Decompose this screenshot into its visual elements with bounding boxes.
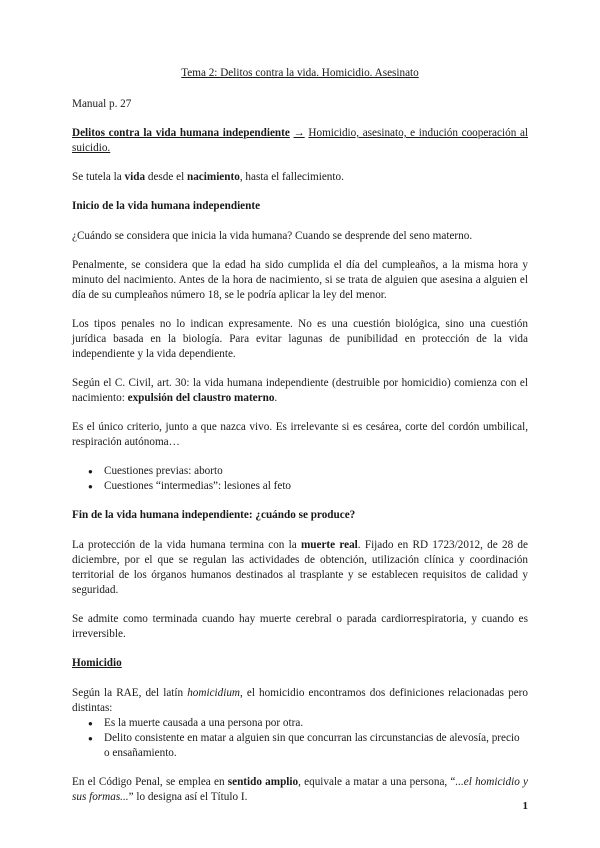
tutela-text-3: , hasta el fallecimiento.	[239, 171, 344, 183]
civil-bold: expulsión del claustro materno	[127, 392, 275, 404]
codigo-bold: sentido amplio	[227, 776, 299, 788]
intro-paragraph	[72, 126, 528, 156]
proteccion-text-1: La protección de la vida humana termina con la	[72, 539, 301, 551]
document-page	[72, 66, 528, 819]
codigo-italic: ...el homicidio y sus formas...	[72, 776, 529, 803]
codigo-paragraph	[72, 775, 528, 805]
codigo-text-2: , equivale a matar a una persona, “	[298, 776, 456, 788]
civil-text: Según el C. Civil, art. 30: la vida humana independiente (destruible por homicidio) comienza con el nacimiento:	[72, 377, 528, 404]
rae-italic: homicidium	[187, 687, 241, 699]
codigo-text-1: En el Código Penal, se emplea en	[72, 776, 228, 788]
question-paragraph: ¿Cuándo se considera que inicia la vida humana? Cuando se desprende del seno materno.	[72, 230, 473, 242]
rae-text-1: Según la RAE, del latín	[72, 687, 188, 699]
tutela-text-1: Se tutela la	[72, 171, 125, 183]
codigo-text-3: ” lo designa así el Título I.	[128, 791, 248, 803]
section-heading-homicidio: Homicidio	[72, 657, 122, 669]
list-item: ● Es la muerte causada a una persona por otra.	[72, 716, 528, 731]
proteccion-bold: muerte real	[300, 539, 358, 551]
section-heading-fin: Fin de la vida humana independiente: ¿cuándo se produce?	[72, 509, 356, 521]
tutela-bold-nacimiento: nacimiento	[186, 171, 240, 183]
list-item: ● Cuestiones previas: aborto	[72, 464, 528, 479]
tipos-paragraph: Los tipos penales no lo indican expresamente. No es una cuestión biológica, sino una cuestión jurídica basada en la biología. Para evitar lagunas de punibilidad en protección de la vida independiente y la vida dependiente.	[72, 318, 528, 360]
civil-end: .	[274, 392, 278, 404]
list-item: ● Cuestiones “intermedias”: lesiones al feto	[72, 479, 528, 494]
rae-text-2: , el homicidio encontramos dos definiciones relacionadas pero distintas:	[72, 687, 528, 714]
penal-paragraph: Penalmente, se considera que la edad ha sido cumplida el día del cumpleaños, a la misma hora y minuto del nacimiento. Antes de la hora de nacimiento, si se trata de alguien que asesina a alguien el día de su cumpleaños número 18, se le podría aplicar la ley del menor.	[72, 259, 528, 301]
admite-paragraph: Se admite como terminada cuando hay muerte cerebral o parada cardiorrespiratoria, y cuando es irreversible.	[72, 613, 528, 640]
tutela-text-2: desde el	[145, 171, 187, 183]
section-heading-inicio: Inicio de la vida humana independiente	[72, 200, 261, 212]
list-item: ● Delito consistente en matar a alguien sin que concurran las circunstancias de alevosía, precio o ensañamiento.	[72, 731, 528, 761]
intro-bold-label: Delitos contra la vida humana independiente	[72, 127, 290, 139]
tutela-bold-vida: vida	[124, 171, 146, 183]
unico-paragraph: Es el único criterio, junto a que nazca vivo. Es irrelevante si es cesárea, corte del cordón umbilical, respiración autónoma…	[72, 421, 528, 448]
civil-paragraph	[72, 376, 528, 406]
document-title: Tema 2: Delitos contra la vida. Homicidio. Asesinato	[181, 67, 419, 79]
manual-reference: Manual p. 27	[72, 98, 132, 110]
rae-paragraph	[72, 686, 528, 716]
bullet-list-definiciones	[72, 716, 528, 761]
proteccion-text-2: . Fijado en RD 1723/2012, de 28 de diciembre, por el que se regulan las actividades de obtención, utilización clínica y coordinación territorial de los órganos humanos destinados al trasplante y se establecen requisitos de calidad y seguridad.	[72, 539, 528, 596]
intro-text: Homicidio, asesinato, e indución cooperación al suicidio.	[72, 127, 529, 154]
proteccion-paragraph	[72, 538, 528, 598]
tutela-paragraph	[72, 170, 528, 185]
arrow-glyph: →	[293, 127, 305, 139]
page-number: 1	[522, 800, 528, 812]
bullet-list-cuestiones	[72, 464, 528, 494]
